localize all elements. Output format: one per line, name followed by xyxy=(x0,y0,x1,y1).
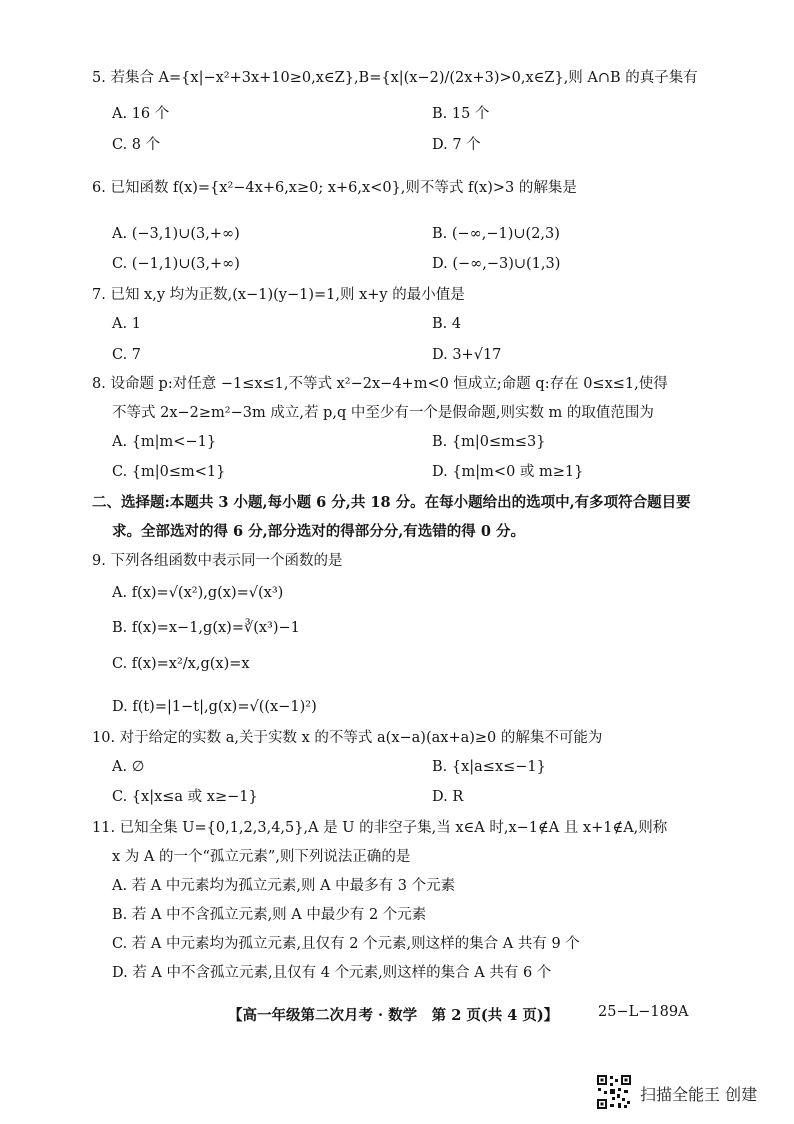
q8-option-d: D. {m|m<0 或 m≥1} xyxy=(432,464,584,480)
q11-option-b: B. 若 A 中不含孤立元素,则 A 中最少有 2 个元素 xyxy=(112,907,427,923)
q7-option-a: A. 1 xyxy=(112,316,141,332)
q7-option-c: C. 7 xyxy=(112,347,142,363)
q6-stem: 6. 已知函数 f(x)={x²−4x+6,x≥0; x+6,x<0},则不等式 f(x)>3 的解集是 xyxy=(92,180,577,196)
q8-stem-line-2: 不等式 2x−2≥m²−3m 成立,若 p,q 中至少有一个是假命题,则实数 m 的取值范围为 xyxy=(112,405,654,421)
q9-stem: 9. 下列各组函数中表示同一个函数的是 xyxy=(92,553,343,569)
q7-stem: 7. 已知 x,y 均为正数,(x−1)(y−1)=1,则 x+y 的最小值是 xyxy=(92,287,465,303)
footer-paper-code: 25−L−189A xyxy=(598,1004,689,1020)
q11-stem-line-2: x 为 A 的一个“孤立元素”,则下列说法正确的是 xyxy=(112,849,411,865)
q5-option-b: B. 15 个 xyxy=(432,106,490,122)
scanner-watermark: 扫描全能王 创建 xyxy=(640,1085,758,1104)
q6-option-d: D. (−∞,−3)∪(1,3) xyxy=(432,256,561,272)
q9-option-d: D. f(t)=|1−t|,g(x)=√((x−1)²) xyxy=(112,699,317,715)
q6-option-c: C. (−1,1)∪(3,+∞) xyxy=(112,256,240,272)
q5-stem: 5. 若集合 A={x|−x²+3x+10≥0,x∈Z},B={x|(x−2)/(2x+3)>0,x∈Z},则 A∩B 的真子集有 xyxy=(92,70,698,86)
q8-option-b: B. {m|0≤m≤3} xyxy=(432,434,546,450)
q11-stem-line-1: 11. 已知全集 U={0,1,2,3,4,5},A 是 U 的非空子集,当 x∈A 时,x−1∉A 且 x+1∉A,则称 xyxy=(92,820,668,836)
q10-option-a: A. ∅ xyxy=(112,759,145,775)
q5-option-a: A. 16 个 xyxy=(112,106,170,122)
section-2-heading-line-1: 二、选择题:本题共 3 小题,每小题 6 分,共 18 分。在每小题给出的选项中,有多项符合题目要 xyxy=(92,494,691,511)
q10-option-d: D. R xyxy=(432,789,464,805)
q10-option-b: B. {x|a≤x≤−1} xyxy=(432,759,546,775)
q11-option-d: D. 若 A 中不含孤立元素,且仅有 4 个元素,则这样的集合 A 共有 6 个 xyxy=(112,965,552,981)
q8-stem-line-1: 8. 设命题 p:对任意 −1≤x≤1,不等式 x²−2x−4+m<0 恒成立;命题 q:存在 0≤x≤1,使得 xyxy=(92,376,668,392)
q6-option-b: B. (−∞,−1)∪(2,3) xyxy=(432,226,560,242)
q10-stem: 10. 对于给定的实数 a,关于实数 x 的不等式 a(x−a)(ax+a)≥0 的解集不可能为 xyxy=(92,730,603,746)
q9-option-c: C. f(x)=x²/x,g(x)=x xyxy=(112,656,250,672)
q6-option-a: A. (−3,1)∪(3,+∞) xyxy=(112,226,240,242)
q11-option-c: C. 若 A 中元素均为孤立元素,且仅有 2 个元素,则这样的集合 A 共有 9 个 xyxy=(112,936,580,952)
q10-option-c: C. {x|x≤a 或 x≥−1} xyxy=(112,789,258,805)
section-2-heading-line-2: 求。全部选对的得 6 分,部分选对的得部分分,有选错的得 0 分。 xyxy=(112,523,525,540)
q9-option-b: B. f(x)=x−1,g(x)=∛(x³)−1 xyxy=(112,620,300,636)
q9-option-a: A. f(x)=√(x²),g(x)=√(x³) xyxy=(112,585,284,601)
q11-option-a: A. 若 A 中元素均为孤立元素,则 A 中最多有 3 个元素 xyxy=(112,878,456,894)
q7-option-b: B. 4 xyxy=(432,316,462,332)
footer-exam-info: 【高一年级第二次月考 · 数学 第 2 页(共 4 页)】 xyxy=(228,1007,559,1024)
q8-option-c: C. {m|0≤m<1} xyxy=(112,464,226,480)
q5-option-c: C. 8 个 xyxy=(112,137,161,153)
q5-option-d: D. 7 个 xyxy=(432,137,481,153)
q8-option-a: A. {m|m<−1} xyxy=(112,434,217,450)
qr-code-icon xyxy=(596,1074,632,1110)
q7-option-d: D. 3+√17 xyxy=(432,347,502,363)
